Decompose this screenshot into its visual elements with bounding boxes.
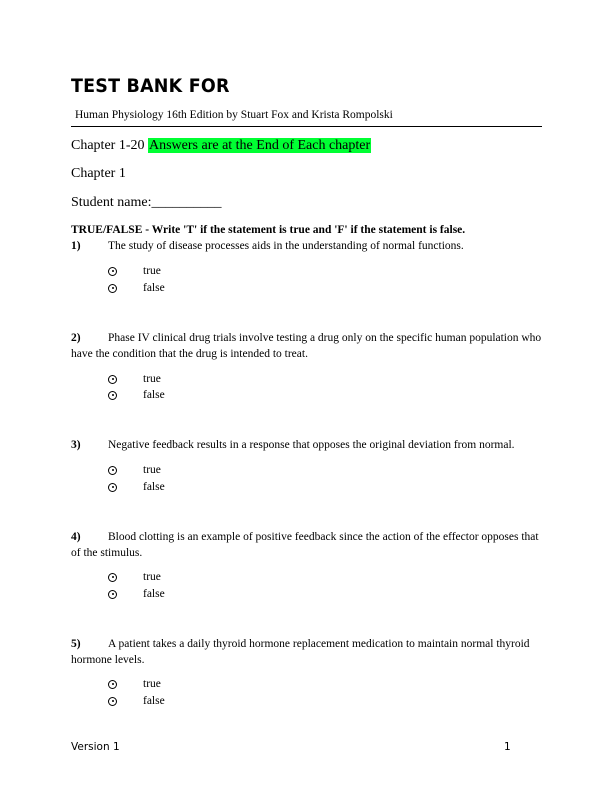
option-label: true xyxy=(143,373,161,385)
radio-icon[interactable] xyxy=(108,284,117,293)
radio-icon[interactable] xyxy=(108,391,117,400)
radio-icon[interactable] xyxy=(108,573,117,582)
question-1-option-true[interactable] xyxy=(108,265,161,277)
option-label: false xyxy=(143,282,165,294)
question-number: 2) xyxy=(71,332,81,344)
document-title: TEST BANK FOR xyxy=(71,76,230,98)
chapter-range-line xyxy=(71,138,371,154)
radio-icon[interactable] xyxy=(108,590,117,599)
question-4 xyxy=(71,529,542,561)
question-1-option-false[interactable] xyxy=(108,282,165,294)
option-label: true xyxy=(143,571,161,583)
question-3-option-true[interactable] xyxy=(108,464,161,476)
question-number: 1) xyxy=(71,240,81,252)
answers-note-highlight: Answers are at the End of Each chapter xyxy=(148,138,371,153)
question-number: 5) xyxy=(71,638,81,650)
question-text: Phase IV clinical drug trials involve testing a drug only on the specific human population who have the condition that the drug is intended to treat. xyxy=(71,332,542,360)
radio-icon[interactable] xyxy=(108,697,117,706)
question-text: Negative feedback results in a response that opposes the original deviation from normal. xyxy=(108,439,515,451)
question-number: 3) xyxy=(71,439,81,451)
chapter-heading: Chapter 1 xyxy=(71,166,126,181)
document-subtitle: Human Physiology 16th Edition by Stuart Fox and Krista Rompolski xyxy=(75,109,393,121)
option-label: false xyxy=(143,588,165,600)
question-4-option-false[interactable] xyxy=(108,588,165,600)
question-text: Blood clotting is an example of positive feedback since the action of the effector opposes that of the stimulus. xyxy=(71,531,539,559)
option-label: true xyxy=(143,265,161,277)
question-1 xyxy=(71,238,542,254)
question-5 xyxy=(71,636,542,668)
student-name-field: Student name:__________ xyxy=(71,195,222,210)
section-instructions: TRUE/FALSE - Write 'T' if the statement is true and 'F' if the statement is false. xyxy=(71,224,466,236)
option-label: false xyxy=(143,481,165,493)
question-2-option-false[interactable] xyxy=(108,389,165,401)
question-text: A patient takes a daily thyroid hormone replacement medication to maintain normal thyroid hormone levels. xyxy=(71,638,530,666)
question-5-option-false[interactable] xyxy=(108,695,165,707)
question-2 xyxy=(71,330,542,362)
radio-icon[interactable] xyxy=(108,466,117,475)
radio-icon[interactable] xyxy=(108,267,117,276)
title-divider xyxy=(71,126,542,127)
option-label: false xyxy=(143,389,165,401)
question-2-option-true[interactable] xyxy=(108,373,161,385)
footer-page-number: 1 xyxy=(504,741,511,753)
radio-icon[interactable] xyxy=(108,680,117,689)
chapter-range: Chapter 1-20 xyxy=(71,138,145,153)
option-label: true xyxy=(143,678,161,690)
footer-version: Version 1 xyxy=(71,741,120,753)
radio-icon[interactable] xyxy=(108,375,117,384)
question-3 xyxy=(71,437,542,453)
option-label: true xyxy=(143,464,161,476)
question-text: The study of disease processes aids in the understanding of normal functions. xyxy=(108,240,464,252)
question-number: 4) xyxy=(71,531,81,543)
option-label: false xyxy=(143,695,165,707)
question-4-option-true[interactable] xyxy=(108,571,161,583)
radio-icon[interactable] xyxy=(108,483,117,492)
question-5-option-true[interactable] xyxy=(108,678,161,690)
question-3-option-false[interactable] xyxy=(108,481,165,493)
